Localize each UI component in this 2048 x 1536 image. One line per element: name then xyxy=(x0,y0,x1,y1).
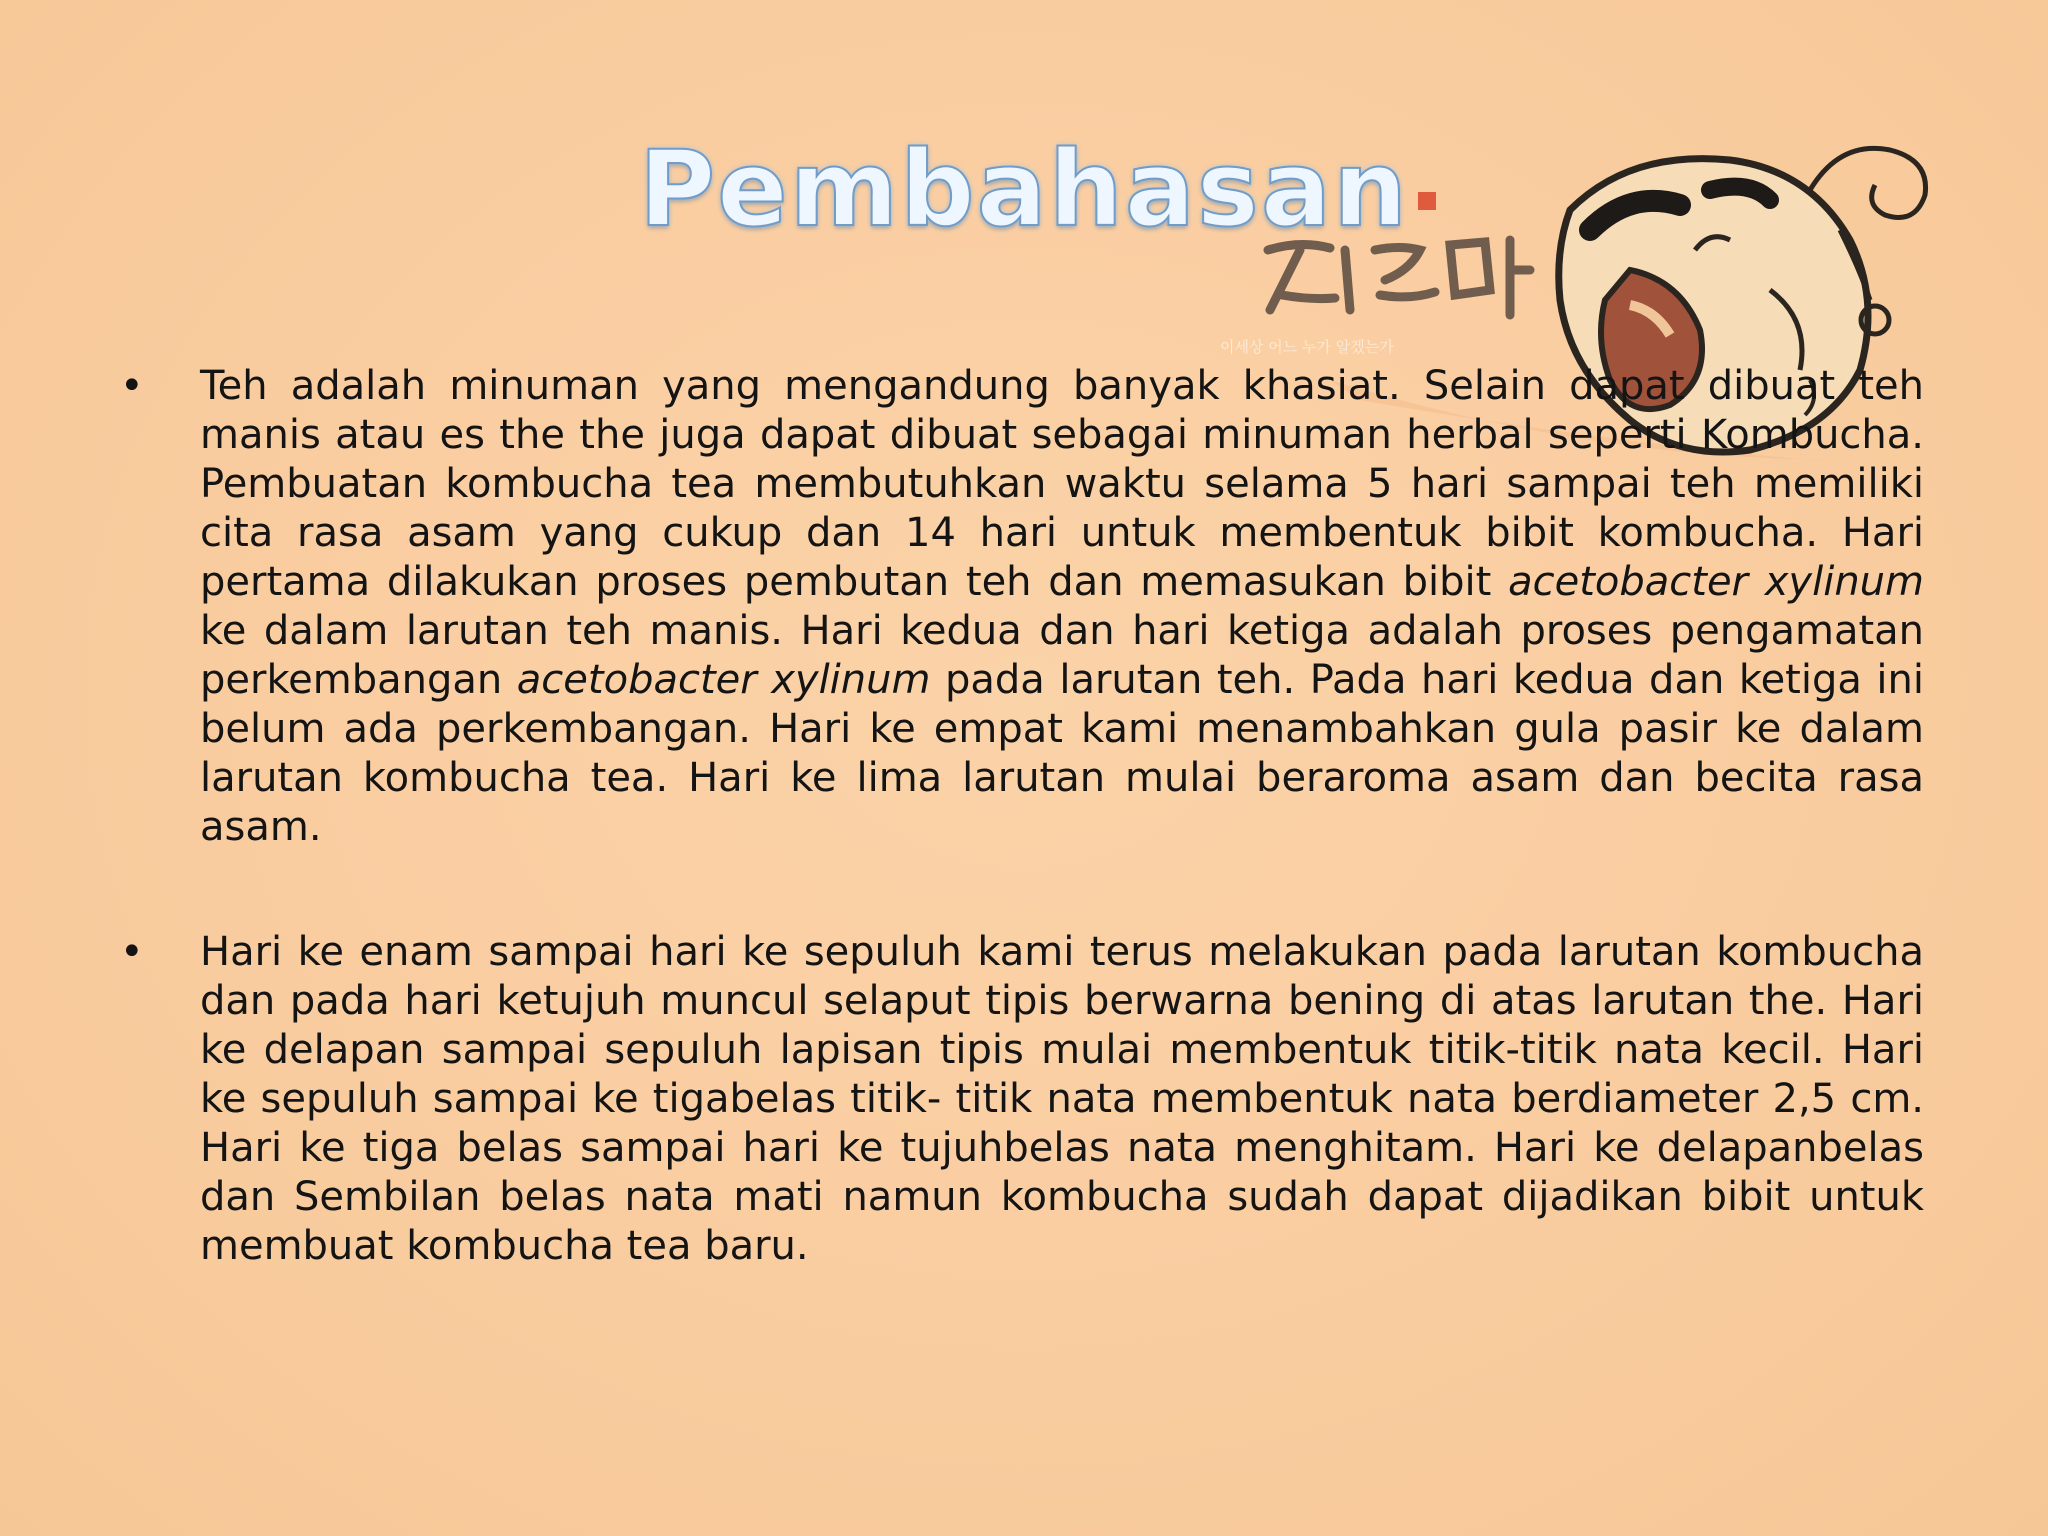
bullet-dot-icon: • xyxy=(120,929,144,975)
slide-title: Pembahasan xyxy=(638,128,1410,250)
bullet-text-segment: Teh adalah minuman yang mengandung banyak khasiat. Selain dapat dibuat teh manis atau es the the juga dapat dibuat sebagai minuman herbal seperti Kombucha. Pembuatan kombucha tea membutuhkan waktu selama 5 hari sampai teh memiliki cita rasa asam yang cukup dan 14 hari untuk membentuk bibit kombucha. Hari pertama dilakukan proses pembutan teh dan memasukan bibit xyxy=(200,363,1924,605)
bullet-text xyxy=(200,928,1924,1271)
bullet-item xyxy=(112,928,1924,1271)
bullet-dot-icon: • xyxy=(120,363,144,409)
bullet-text-segment: ke dalam larutan teh manis. Hari kedua dan hari ketiga adalah proses pengamatan perkembangan xyxy=(200,608,1924,703)
species-name: acetobacter xylinum xyxy=(1508,559,1924,605)
species-name: acetobacter xylinum xyxy=(516,657,931,703)
bullet-text-segment: pada larutan teh. Pada hari kedua dan ketiga ini belum ada perkembangan. Hari ke empat kami menambahkan gula pasir ke dalam larutan kombucha tea. Hari ke lima larutan mulai beraroma asam dan becita rasa asam. xyxy=(200,657,1924,850)
decoration-caption: 이세상 어느 누가 알겠는가 xyxy=(1220,338,1394,356)
slide-body xyxy=(112,362,1924,1347)
bullet-text xyxy=(200,362,1924,852)
bullet-text-segment: Hari ke enam sampai hari ke sepuluh kami terus melakukan pada larutan kombucha dan pada hari ketujuh muncul selaput tipis berwarna bening di atas larutan the. Hari ke delapan sampai sepuluh lapisan tipis mulai membentuk titik-titik nata kecil. Hari ke sepuluh sampai ke tigabelas titik- titik nata membentuk nata berdiameter 2,5 cm. Hari ke tiga belas sampai hari ke tujuhbelas nata menghitam. Hari ke delapanbelas dan Sembilan belas nata mati namun kombucha sudah dapat dijadikan bibit untuk membuat kombucha tea baru. xyxy=(200,929,1924,1269)
bullet-item xyxy=(112,362,1924,852)
calligraphy-glyphs-icon xyxy=(1268,240,1530,315)
